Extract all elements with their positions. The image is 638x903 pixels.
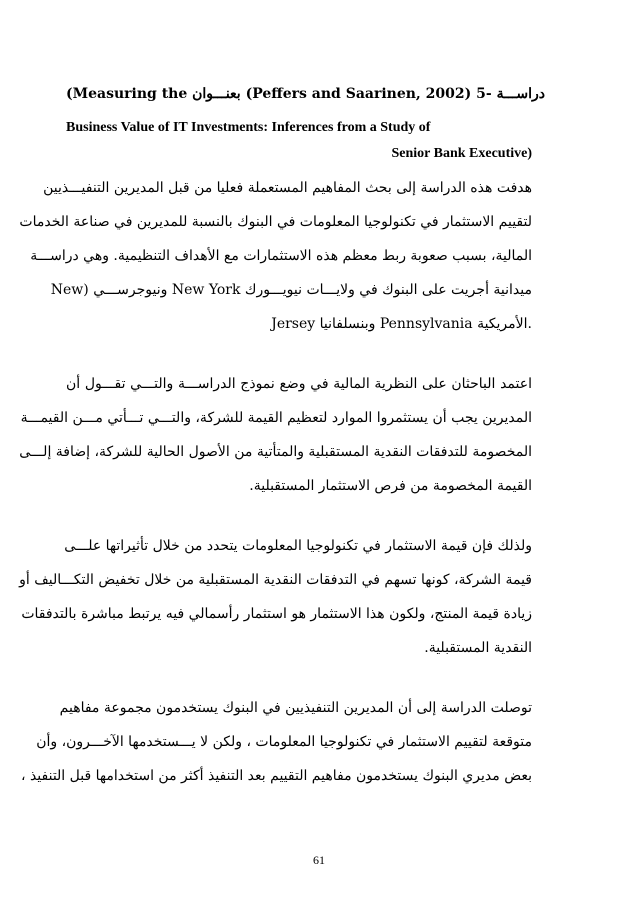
body-line: ميدانية أجريت على البنوك في ولايـــات نيويـــورك New York ونيوجرســـي (New bbox=[50, 282, 532, 298]
body-line: Jersey وبنسلفانيا Pennsylvania الأمريكية. bbox=[271, 316, 532, 332]
body-line: هدفت هذه الدراسة إلى بحث المفاهيم المستعملة فعليا من قبل المديرين التنفيـــذيين bbox=[43, 180, 532, 196]
body-line: النقدية المستقبلية. bbox=[424, 640, 532, 656]
body-line: ولذلك فإن قيمة الاستثمار في تكنولوجيا المعلومات يتحدد من خلال تأثيراتها علـــى bbox=[64, 538, 532, 554]
body-line: المخصومة للتدفقات النقدية المستقبلية والمتأتية من الأصول الحالية للشركة، إضافة إلـــى bbox=[19, 444, 532, 460]
body-line: المالية، بسبب صعوبة ربط معظم هذه الاستثمارات مع الأهداف التنظيمية. وهي دراســـة bbox=[30, 248, 532, 264]
body-line: لتقييم الاستثمار في تكنولوجيا المعلومات في البنوك بالنسبة للمديرين في صناعة الخدمات bbox=[19, 214, 532, 230]
section-heading-line-2: Business Value of IT Investments: Inferences from a Study of bbox=[66, 120, 431, 135]
body-line: القيمة المخصومة من فرص الاستثمار المستقبلية. bbox=[249, 478, 532, 494]
body-line: متوقعة لتقييم الاستثمار في تكنولوجيا المعلومات ، ولكن لا يـــستخدمها الآخـــرون، وأن bbox=[36, 734, 532, 750]
section-heading-line-3: Senior Bank Executive) bbox=[391, 146, 532, 161]
section-heading-line-1: (Measuring the بعنـــوان (Peffers and Saarinen, 2002) دراســـة -5 bbox=[66, 86, 546, 102]
page-number: 61 bbox=[313, 853, 325, 867]
body-line: قيمة الشركة، كونها تسهم في التدفقات النقدية المستقبلية من خلال تخفيض التكـــاليف أو bbox=[19, 572, 532, 588]
body-line: اعتمد الباحثان على النظرية المالية في وضع نموذج الدراســـة والتـــي تقـــول أن bbox=[66, 376, 532, 392]
body-line: توصلت الدراسة إلى أن المديرين التنفيذيين في البنوك يستخدمون مجموعة مفاهيم bbox=[59, 700, 532, 716]
body-line: بعض مديري البنوك يستخدمون مفاهيم التقييم بعد التنفيذ أكثر من استخدامها قبل التنفيذ ، bbox=[20, 768, 532, 784]
body-line: زيادة قيمة المنتج، ولكون هذا الاستثمار هو استثمار رأسمالي فيه يرتبط مباشرة بالتدفقات bbox=[21, 606, 532, 622]
body-line: المديرين يجب أن يستثمروا الموارد لتعظيم القيمة للشركة، والتـــي تـــأتي مـــن القيمـــة bbox=[20, 410, 532, 426]
